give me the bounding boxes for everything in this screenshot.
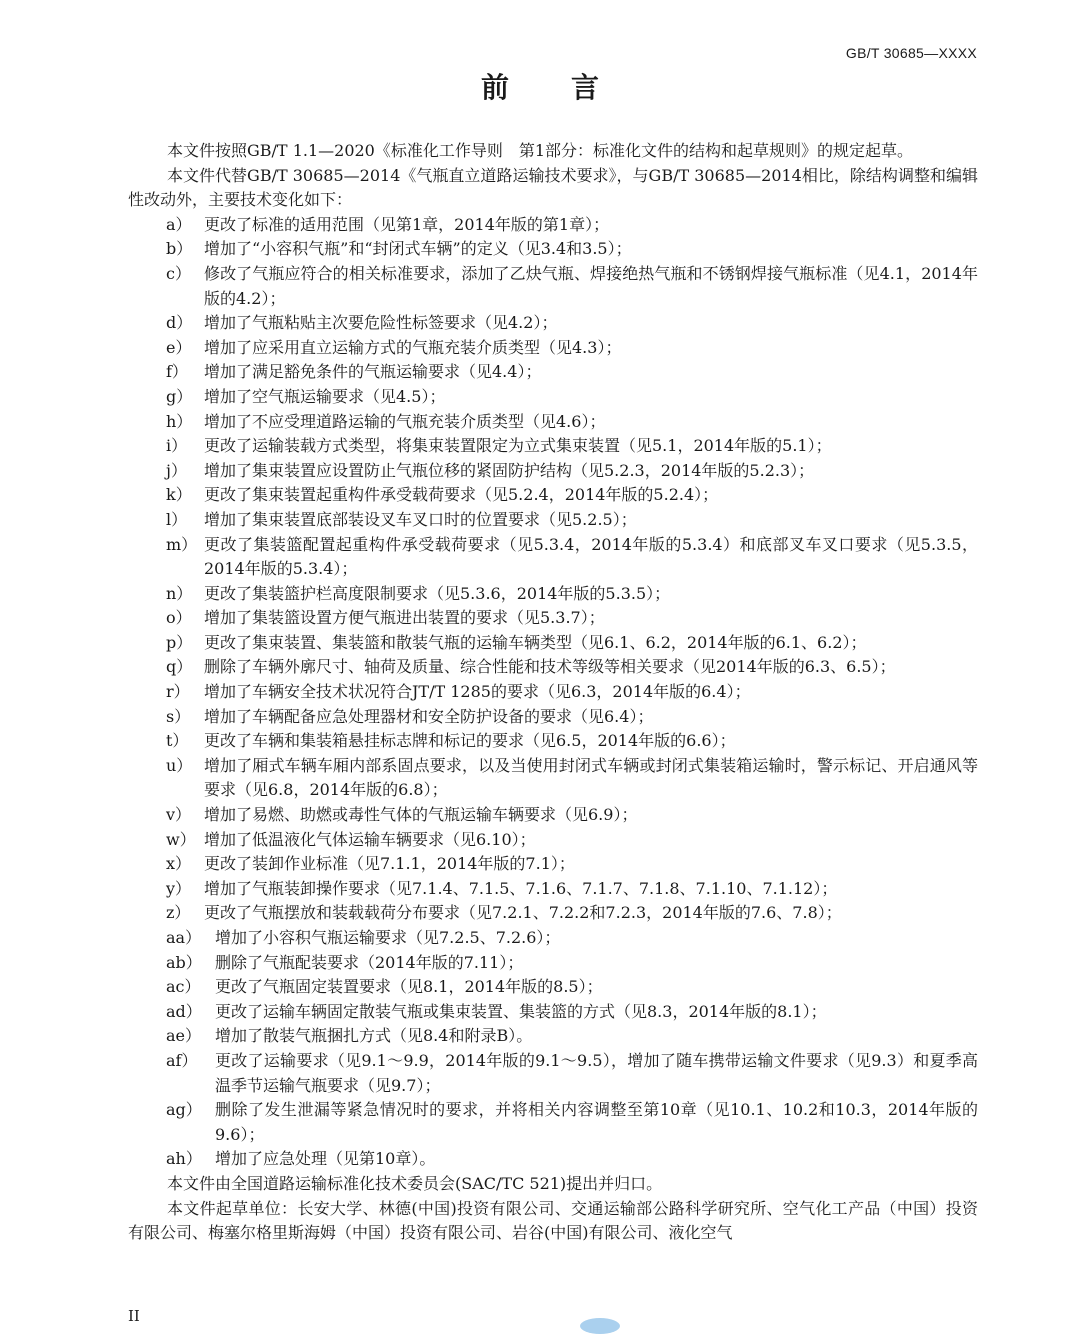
change-item-marker: j） [166, 460, 187, 480]
title-char-1: 前 [480, 71, 509, 104]
change-item-marker: ad） [166, 1001, 202, 1021]
change-item [128, 1147, 978, 1172]
change-item-marker: a） [166, 214, 192, 234]
change-item [128, 508, 978, 533]
change-item [128, 705, 978, 730]
change-item-text: 增加了“小容积气瓶”和“封闭式车辆”的定义（见3.4和3.5）； [204, 239, 632, 259]
change-item [128, 459, 978, 484]
change-item-text: 增加了低温液化气体运输车辆要求（见6.10）； [204, 829, 536, 849]
change-item [128, 754, 978, 803]
change-item-marker: i） [166, 436, 188, 456]
change-item-marker: q） [166, 657, 193, 677]
change-item-text: 增加了应急处理（见第10章）。 [215, 1149, 436, 1169]
change-item [128, 852, 978, 877]
change-item-text: 增加了气瓶粘贴主次要危险性标签要求（见4.2）； [204, 313, 558, 333]
closing-paragraph: 本文件起草单位：长安大学、林德(中国)投资有限公司、交通运输部公路科学研究所、空气化工产品（中国）投资有限公司、梅塞尔格里斯海姆（中国）投资有限公司、岩谷(中国)有限公司、液化空气 [128, 1198, 978, 1243]
change-item-text: 更改了车辆和集装箱悬挂标志牌和标记的要求（见6.5，2014年版的6.6）； [204, 731, 736, 751]
change-item-marker: ac） [166, 977, 201, 997]
change-item-text: 增加了散装气瓶捆扎方式（见8.4和附录B）。 [215, 1026, 533, 1046]
change-item [128, 926, 978, 951]
change-item [128, 828, 978, 853]
change-item-marker: u） [166, 755, 193, 775]
change-item-text: 增加了车辆配备应急处理器材和安全防护设备的要求（见6.4）； [204, 706, 654, 726]
change-item-text: 更改了装卸作业标准（见7.1.1，2014年版的7.1）； [204, 854, 575, 874]
change-item-text: 更改了气瓶摆放和装载载荷分布要求（见7.2.1、7.2.2和7.2.3，2014年版的7.6、7.8）； [204, 903, 842, 923]
change-item-text: 增加了气瓶装卸操作要求（见7.1.4、7.1.5、7.1.6、7.1.7、7.1.8、7.1.10、7.1.12）； [204, 878, 838, 898]
change-item-marker: ae） [166, 1026, 202, 1046]
change-item-text: 增加了小容积气瓶运输要求（见7.2.5、7.2.6）； [215, 928, 561, 947]
change-item-marker: l） [166, 509, 188, 529]
change-item-text: 更改了运输车辆固定散装气瓶或集束装置、集装篮的方式（见8.3，2014年版的8.1）； [215, 1001, 827, 1021]
change-item-marker: af） [166, 1050, 198, 1070]
change-item [128, 877, 978, 902]
change-item-marker: k） [166, 485, 192, 505]
change-item [128, 410, 978, 435]
change-item [128, 631, 978, 656]
change-item-text: 增加了应采用直立运输方式的气瓶充装介质类型（见4.3）； [204, 337, 622, 357]
change-item-text: 增加了集束装置底部装设叉车叉口时的位置要求（见5.2.5）； [204, 509, 637, 529]
change-item [128, 360, 978, 385]
change-item [128, 1098, 978, 1147]
change-item-text: 增加了空气瓶运输要求（见4.5）； [204, 386, 446, 406]
change-item-marker: h） [166, 411, 193, 431]
change-item-marker: ah） [166, 1149, 202, 1169]
change-item-marker: z） [166, 903, 191, 923]
change-item [128, 606, 978, 631]
change-item-marker: d） [166, 313, 193, 333]
change-item-marker: e） [166, 337, 192, 357]
change-item-text: 更改了集装篮配置起重构件承受载荷要求（见5.3.4，2014年版的5.3.4）和底部叉车叉口要求（见5.3.5，2014年版的5.3.4）； [204, 534, 978, 579]
page-title [0, 66, 1080, 106]
change-item-marker: aa） [166, 928, 202, 947]
change-item [128, 901, 978, 926]
change-item-text: 更改了集装篮护栏高度限制要求（见5.3.6，2014年版的5.3.5）； [204, 583, 671, 603]
change-item-marker: w） [166, 829, 196, 849]
change-item-marker: y） [166, 878, 192, 898]
change-item-marker: f） [166, 362, 188, 382]
change-item [128, 1024, 978, 1049]
change-item-text: 删除了气瓶配装要求（2014年版的7.11）； [215, 952, 524, 972]
change-item-marker: p） [166, 632, 193, 652]
title-char-2: 言 [571, 71, 600, 104]
change-item [128, 655, 978, 680]
change-item-text: 增加了不应受理道路运输的气瓶充装介质类型（见4.6）； [204, 411, 606, 431]
change-item [128, 680, 978, 705]
change-item [128, 1000, 978, 1025]
change-item-marker: v） [166, 805, 192, 825]
change-item-marker: ab） [166, 952, 202, 972]
change-item [128, 311, 978, 336]
change-item [128, 951, 978, 976]
change-item-text: 更改了标准的适用范围（见第1章，2014年版的第1章）； [204, 214, 610, 234]
change-item-text: 删除了车辆外廓尺寸、轴荷及质量、综合性能和技术等级等相关要求（见2014年版的6.3、6.5）； [204, 657, 896, 677]
change-item-marker: r） [166, 682, 190, 702]
change-item [128, 262, 978, 311]
change-item [128, 803, 978, 828]
change-item-text: 更改了运输要求（见9.1～9.9，2014年版的9.1～9.5），增加了随车携带运输文件要求（见9.3）和夏季高温季节运输气瓶要求（见9.7）； [215, 1050, 978, 1095]
change-item-text: 删除了发生泄漏等紧急情况时的要求，并将相关内容调整至第10章（见10.1、10.2和10.3，2014年版的9.6）； [215, 1100, 978, 1144]
change-item-text: 增加了易燃、助燃或毒性气体的气瓶运输车辆要求（见6.9）； [204, 805, 638, 825]
change-item [128, 975, 978, 1000]
change-item-marker: n） [166, 583, 193, 603]
change-item-marker: b） [166, 239, 193, 259]
change-item [128, 582, 978, 607]
change-item-text: 修改了气瓶应符合的相关标准要求，添加了乙炔气瓶、焊接绝热气瓶和不锈钢焊接气瓶标准（见4.1，2014年版的4.2）； [204, 263, 978, 308]
change-item-text: 更改了集束装置、集装篮和散装气瓶的运输车辆类型（见6.1、6.2，2014年版的6.1、6.2）； [204, 632, 867, 652]
intro-paragraph: 本文件按照GB/T 1.1—2020《标准化工作导则 第1部分：标准化文件的结构和起草规则》的规定起草。 [167, 141, 914, 160]
document-code: GB/T 30685—XXXX [845, 45, 977, 61]
change-item-text: 更改了气瓶固定装置要求（见8.1，2014年版的8.5）； [215, 977, 603, 997]
change-item [128, 336, 978, 361]
change-item-text: 增加了车辆安全技术状况符合JT/T 1285的要求（见6.3，2014年版的6.4）； [204, 682, 751, 702]
document-body [128, 139, 978, 1246]
change-item [128, 729, 978, 754]
change-item [128, 237, 978, 262]
decorative-blue-mark [580, 1318, 620, 1334]
change-item [128, 1049, 978, 1098]
changes-list [128, 213, 978, 1172]
change-item-marker: c） [166, 263, 191, 283]
change-item-marker: x） [166, 854, 192, 874]
change-item [128, 533, 978, 582]
change-item-marker: ag） [166, 1100, 202, 1120]
change-item [128, 434, 978, 459]
change-item-text: 增加了集装篮设置方便气瓶进出装置的要求（见5.3.7）； [204, 608, 605, 628]
change-item-text: 更改了集束装置起重构件承受载荷要求（见5.2.4，2014年版的5.2.4）； [204, 485, 719, 505]
change-item [128, 213, 978, 238]
change-item-text: 增加了集束装置应设置防止气瓶位移的紧固防护结构（见5.2.3，2014年版的5.2.3）； [204, 460, 815, 480]
change-item-marker: t） [166, 731, 189, 751]
change-item-marker: g） [166, 386, 193, 406]
change-item-text: 增加了满足豁免条件的气瓶运输要求（见4.4）； [204, 362, 542, 382]
change-item-marker: s） [166, 706, 191, 726]
intro-paragraph: 本文件代替GB/T 30685—2014《气瓶直立道路运输技术要求》，与GB/T 30685—2014相比，除结构调整和编辑性改动外，主要技术变化如下： [128, 165, 978, 210]
closing-paragraph: 本文件由全国道路运输标准化技术委员会(SAC/TC 521)提出并归口。 [167, 1173, 663, 1193]
change-item-text: 更改了运输装载方式类型，将集束装置限定为立式集束装置（见5.1，2014年版的5.1）； [204, 436, 832, 456]
page-number: II [128, 1307, 140, 1325]
change-item-marker: o） [166, 608, 192, 628]
change-item-marker: m） [166, 534, 198, 554]
change-item [128, 483, 978, 508]
change-item-text: 增加了厢式车辆车厢内部系固点要求，以及当使用封闭式车辆或封闭式集装箱运输时，警示标记、开启通风等要求（见6.8，2014年版的6.8）； [204, 755, 978, 800]
change-item [128, 385, 978, 410]
